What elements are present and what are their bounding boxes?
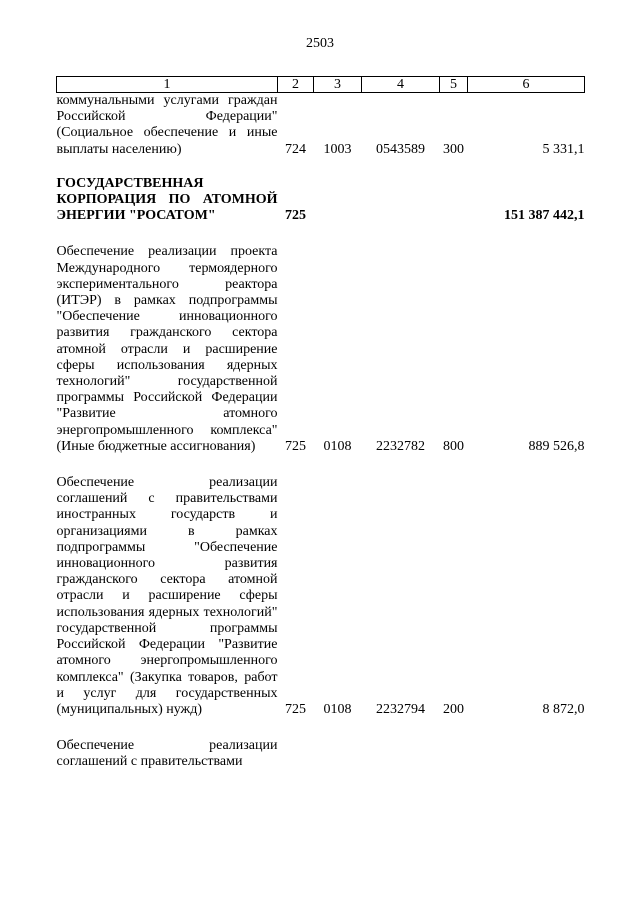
row-amount: [468, 718, 585, 770]
table-row: [57, 455, 585, 718]
column-header: 5: [440, 77, 468, 93]
row-description: ГОСУДАРСТВЕННАЯ КОРПОРАЦИЯ ПО АТОМНОЙ ЭНЕРГИИ "РОСАТОМ": [56, 175, 278, 224]
row-code-target: [362, 158, 440, 225]
column-header: 1: [57, 77, 278, 93]
row-code-expense-type: 300: [443, 141, 464, 157]
table-header-row: [57, 77, 585, 93]
budget-table: [56, 76, 585, 771]
row-amount: 889 526,8: [528, 438, 585, 454]
row-code-expense-type: 800: [443, 438, 464, 454]
row-code-ministry: [278, 718, 314, 770]
row-amount: 8 872,0: [542, 701, 585, 717]
row-code-section: 0108: [323, 438, 352, 454]
row-code-target: 0543589: [376, 141, 425, 157]
row-code-expense-type: 200: [443, 701, 464, 717]
table-row: [57, 158, 585, 225]
row-code-ministry: 725: [285, 438, 306, 454]
column-header: 6: [468, 77, 585, 93]
row-code-target: [362, 718, 440, 770]
table-row: [57, 224, 585, 455]
row-code-ministry: 724: [285, 141, 306, 157]
row-description: коммунальными услугами граждан Российской Федерации" (Социальное обеспечение и иные выплаты населению): [56, 93, 278, 157]
column-header: 4: [362, 77, 440, 93]
row-code-target: 2232782: [376, 438, 425, 454]
row-description: Обеспечение реализации проекта Международного термоядерного экспериментального реактора (ИТЭР) в рамках подпрограммы "Обеспечение инновационного развития гражданского сектора атомной отрасли и расширение сферы использования ядерных технологий" государственной программы Российской Федерации "Развитие атомного энергопромышленного комплекса" (Иные бюджетные ассигнования): [56, 244, 278, 454]
column-header: 2: [278, 77, 314, 93]
column-header: 3: [314, 77, 362, 93]
row-code-section: 1003: [323, 141, 352, 157]
row-code-expense-type: [440, 158, 468, 225]
page-number: 2503: [306, 36, 334, 51]
table-row: [57, 718, 585, 770]
row-code-section: [314, 158, 362, 225]
table-row: [57, 93, 585, 158]
row-amount: 5 331,1: [542, 141, 585, 157]
row-code-section: 0108: [323, 701, 352, 717]
row-code-expense-type: [440, 718, 468, 770]
row-description: Обеспечение реализации соглашений с правительствами иностранных государств и организациями в рамках подпрограммы "Обеспечение инновационного развития гражданского сектора атомной отрасли и расширение сферы использования ядерных технологий" государственной программы Российской Федерации "Развитие атомного энергопромышленного комплекса" (Закупка товаров, работ и услуг для государственных (муниципальных) нужд): [56, 475, 278, 717]
row-code-section: [314, 718, 362, 770]
row-code-ministry: 725: [285, 208, 306, 224]
row-amount: 151 387 442,1: [504, 208, 585, 224]
row-code-target: 2232794: [376, 701, 425, 717]
row-code-ministry: 725: [285, 701, 306, 717]
row-description: Обеспечение реализации соглашений с правительствами: [56, 738, 278, 770]
